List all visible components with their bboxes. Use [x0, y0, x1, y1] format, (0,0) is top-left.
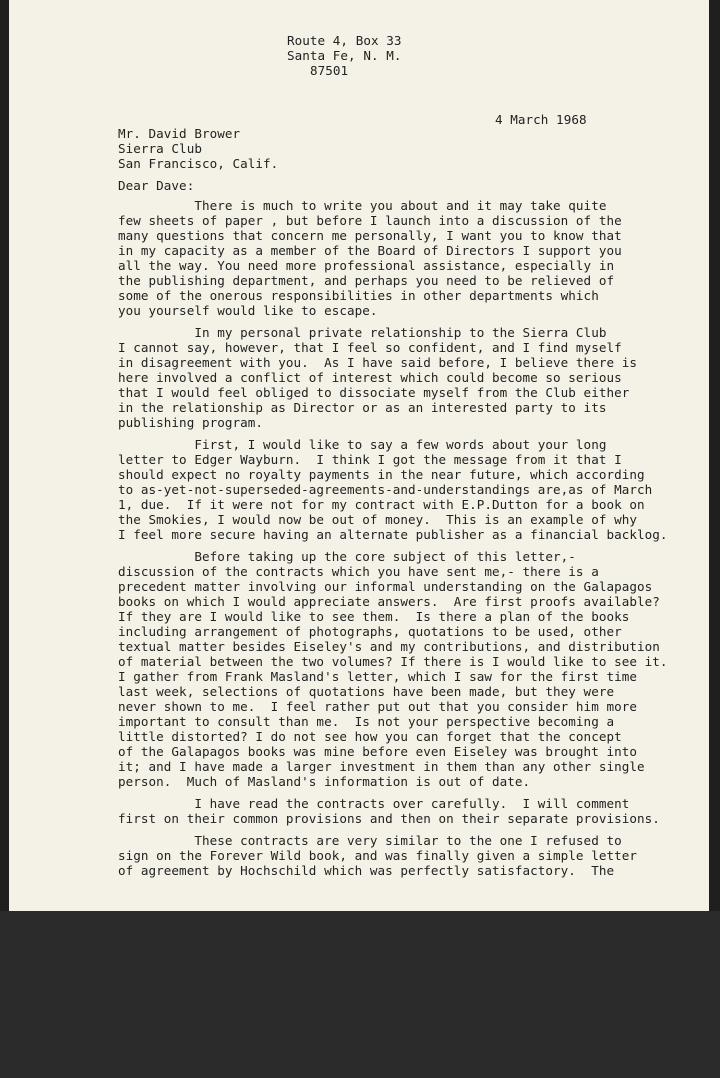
paragraph-3-line: 1, due. If it were not for my contract with E.P.Dutton for a book on	[118, 497, 645, 512]
paragraph-6-line: of agreement by Hochschild which was perfectly satisfactory. The	[118, 863, 615, 878]
paragraph-4-line: precedent matter involving our informal understanding on the Galapagos	[118, 579, 653, 594]
recipient-line-1: Mr. David Brower	[118, 126, 241, 141]
salutation: Dear Dave:	[118, 178, 195, 193]
paragraph-4-line: discussion of the contracts which you have sent me,- there is a	[118, 564, 599, 579]
paragraph-4-line: person. Much of Masland's information is out of date.	[118, 774, 531, 789]
letter-body	[9, 0, 709, 911]
paragraph-2-line: I cannot say, however, that I feel so confident, and I find myself	[118, 340, 622, 355]
paragraph-4-line: of material between the two volumes? If there is I would like to see it.	[118, 654, 668, 669]
paragraph-2-line: that I would feel obliged to dissociate myself from the Club either	[118, 385, 630, 400]
paragraph-4-line: important to consult than me. Is not your perspective becoming a	[118, 714, 615, 729]
paragraph-3-line: letter to Edger Wayburn. I think I got the message from it that I	[118, 452, 622, 467]
paragraph-1-line: the publishing department, and perhaps you need to be relieved of	[118, 273, 615, 288]
letter-date: 4 March 1968	[495, 112, 587, 127]
paragraph-4-line: I gather from Frank Masland's letter, which I saw for the first time	[118, 669, 637, 684]
paragraph-4-line: last week, selections of quotations have been made, but they were	[118, 684, 615, 699]
paragraph-1-line: There is much to write you about and it may take quite	[118, 198, 607, 213]
paragraph-4-line: never shown to me. I feel rather put out that you consider him more	[118, 699, 637, 714]
paragraph-4-line: of the Galapagos books was mine before even Eiseley was brought into	[118, 744, 637, 759]
paragraph-3-line: should expect no royalty payments in the near future, which according	[118, 467, 645, 482]
paragraph-6-line: These contracts are very similar to the one I refused to	[118, 833, 622, 848]
paragraph-5-line: first on their common provisions and then on their separate provisions.	[118, 811, 660, 826]
paragraph-1-line: all the way. You need more professional assistance, especially in	[118, 258, 615, 273]
paragraph-1-line: some of the onerous responsibilities in other departments which	[118, 288, 599, 303]
paragraph-6-line: sign on the Forever Wild book, and was finally given a simple letter	[118, 848, 637, 863]
paragraph-4-line: it; and I have made a larger investment in them than any other single	[118, 759, 645, 774]
paragraph-2-line: in disagreement with you. As I have said before, I believe there is	[118, 355, 637, 370]
paragraph-1-line: you yourself would like to escape.	[118, 303, 378, 318]
paragraph-2-line: In my personal private relationship to the Sierra Club	[118, 325, 607, 340]
recipient-line-3: San Francisco, Calif.	[118, 156, 279, 171]
paragraph-4-line: including arrangement of photographs, quotations to be used, other	[118, 624, 622, 639]
paragraph-1-line: many questions that concern me personally, I want you to know that	[118, 228, 622, 243]
paragraph-2-line: publishing program.	[118, 415, 264, 430]
recipient-line-2: Sierra Club	[118, 141, 202, 156]
letterhead-line-1: Route 4, Box 33	[287, 33, 402, 48]
paragraph-5-line: I have read the contracts over carefully. I will comment	[118, 796, 630, 811]
paragraph-4-line: textual matter besides Eiseley's and my contributions, and distribution	[118, 639, 660, 654]
paragraph-3-line: the Smokies, I would now be out of money. This is an example of why	[118, 512, 637, 527]
paragraph-1-line: in my capacity as a member of the Board of Directors I support you	[118, 243, 622, 258]
paragraph-4-line: If they are I would like to see them. Is there a plan of the books	[118, 609, 630, 624]
paragraph-3-line: I feel more secure having an alternate publisher as a financial backlog.	[118, 527, 668, 542]
paragraph-4-line: little distorted? I do not see how you can forget that the concept	[118, 729, 622, 744]
paragraph-4-line: Before taking up the core subject of this letter,-	[118, 549, 576, 564]
paragraph-3-line: to as-yet-not-superseded-agreements-and-understandings are,as of March	[118, 482, 653, 497]
paragraph-4-line: books on which I would appreciate answers. Are first proofs available?	[118, 594, 660, 609]
letter-page	[9, 0, 709, 911]
letterhead-line-2: Santa Fe, N. M.	[287, 48, 402, 63]
paragraph-2-line: here involved a conflict of interest which could become so serious	[118, 370, 622, 385]
letterhead-line-3: 87501	[310, 63, 349, 78]
paragraph-2-line: in the relationship as Director or as an interested party to its	[118, 400, 607, 415]
paragraph-3-line: First, I would like to say a few words about your long	[118, 437, 607, 452]
paragraph-1-line: few sheets of paper , but before I launch into a discussion of the	[118, 213, 622, 228]
